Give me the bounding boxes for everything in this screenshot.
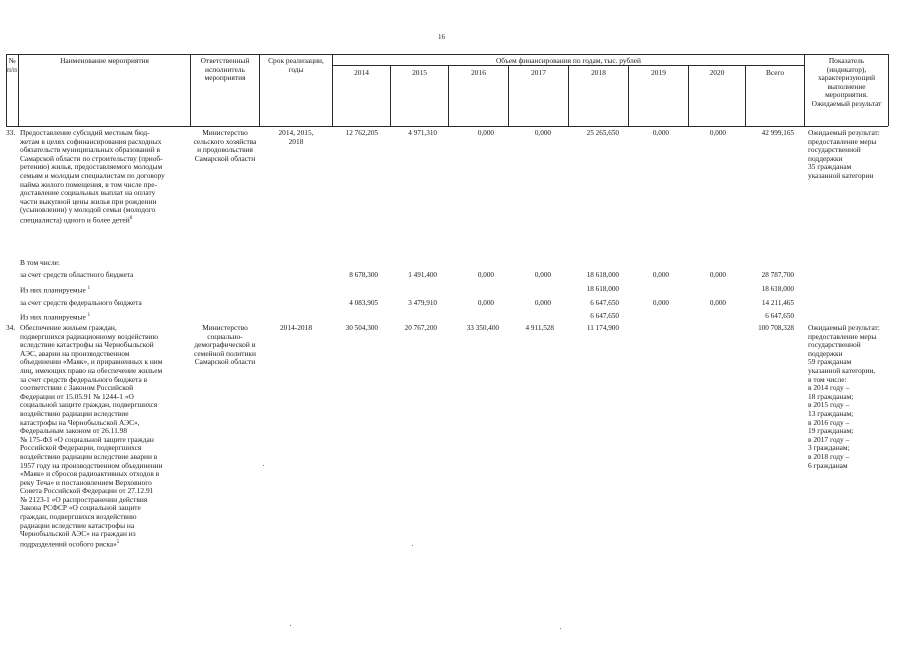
header-year: 2019	[651, 68, 666, 77]
row34-responsible: Министерство социально- демографической и семейной политики Самарской области	[194, 323, 256, 367]
subrow-label: за счет средств областного бюджета	[20, 270, 134, 279]
header-year: 2020	[709, 68, 725, 77]
row33-number: 33.	[6, 128, 16, 137]
subrow-value: 6 647,650	[590, 312, 619, 320]
footnote-mark: 5	[116, 539, 120, 545]
subrow-label: Из них планируемые $^1$	[20, 312, 91, 322]
header-financing: Объем финансирования по годам, тыс. рублей	[495, 56, 642, 65]
subrow-value: 0,000	[709, 271, 726, 279]
footnote-mark: 1	[87, 313, 91, 318]
subrow-value: 0,000	[477, 299, 494, 307]
header-indicator: Показатель (индикатор), характеризующий выполнение мероприятия. Ожидаемый результат	[811, 56, 882, 108]
row33-value-2014: 12 762,205	[345, 129, 378, 137]
row33-responsible: Министерство сельского хозяйства и продовольствия Самарской области	[193, 128, 257, 163]
row34-value-2017: 4 911,528	[525, 324, 554, 332]
row33-value-2016: 0,000	[477, 129, 494, 137]
header-num: № п/п	[7, 56, 17, 74]
subrow-value: 0,000	[709, 299, 726, 307]
row33-value-2018: 25 265,650	[586, 129, 619, 137]
page-number: 16	[438, 33, 445, 41]
row34-term: 2014-2018	[279, 323, 313, 332]
header-total: Всего	[765, 68, 785, 77]
row34-name: Обеспечение жильем граждан, подвергшихся радиационному воздействию вследствие катастрофы на Чернобыльской АЭС, аварии на производственном объединении «Маяк», и приравненных к ним лиц, имеющих право на обеспечение жильем за счет средств федерального бюджета в соответствии с Законом Российской Федерации от 15.05.91 № 1244-1 «О социальной защите граждан, подвергшихся воздействию радиации вследствие катастрофы на Чернобыльской АЭС», Федеральным законом от 26.11.98 № 175-ФЗ «О социальной защите граждан Российской Федерации, подвергшихся воздействию радиации вследствие аварии в 1957 году на производственном объединении «Маяк» и сбросов радиоактивных отходов в реку Теча» и постановлением Верховного Совета Российской Федерации от 27.12.91 № 2123-1 «О распространении действия Закона РСФСР «О социальной защите граждан, подвергшихся воздействию радиации вследствие катастрофы на Чернобыльской АЭС» на граждан из подразделений особого риска»$^5$	[20, 323, 163, 549]
header-year: 2018	[591, 68, 606, 77]
subrow-value: 3 479,910	[408, 299, 437, 307]
subrow-value: 0,000	[652, 271, 669, 279]
subrow-label: за счет средств федерального бюджета	[20, 298, 142, 307]
row34-value-2014: 30 504,300	[345, 324, 378, 332]
row34-value-2018: 11 174,900	[586, 324, 619, 332]
subrow-value: 8 678,300	[349, 271, 378, 279]
row34-value-2016: 33 350,400	[466, 324, 499, 332]
header-year: 2017	[531, 68, 546, 77]
subrow-value: 0,000	[652, 299, 669, 307]
header-year: 2016	[471, 68, 486, 77]
header-name: Наименование мероприятия	[60, 56, 149, 65]
row33-value-2017: 0,000	[534, 129, 551, 137]
row34-value-2015: 20 767,200	[404, 324, 437, 332]
subrow-value: 18 618,000	[586, 271, 619, 279]
scan-speck	[290, 625, 291, 626]
row34-indicator: Ожидаемый результат: предоставление меры государственной поддержки 59 гражданам указанной категории, в том числе: в 2014 году – 18 гражданам; в 2015 году – 13 гражданам; в 2016 году – 19 гражданам; в 2017 году – 3 гражданам; в 2018 году – 6 гражданам	[808, 323, 880, 470]
row33-value-2019: 0,000	[652, 129, 669, 137]
subrow-value: 4 083,905	[349, 299, 378, 307]
subrow-value: 0,000	[477, 271, 494, 279]
subrow-value: 18 618,000	[761, 285, 794, 293]
row34-value-total: 100 708,328	[758, 324, 794, 332]
subrow-value: 18 618,000	[586, 285, 619, 293]
footnote-mark: 1	[87, 286, 91, 291]
subrow-value: 28 787,700	[761, 271, 794, 279]
scan-speck	[412, 545, 413, 546]
subrow-value: 6 647,650	[590, 299, 619, 307]
subrow-value: 14 211,465	[761, 299, 794, 307]
header-term: Срок реализации, годы	[268, 56, 324, 74]
subrow-value: 6 647,650	[765, 312, 794, 320]
subrow-value: 0,000	[534, 299, 551, 307]
row33-value-total: 42 999,165	[761, 129, 794, 137]
row34-number: 34.	[6, 323, 16, 332]
subrow-value: 1 491,400	[408, 271, 437, 279]
header-year: 2015	[412, 68, 427, 77]
header-responsible: Ответственный исполнитель мероприятия	[200, 56, 250, 83]
scan-speck	[560, 628, 561, 629]
subrow-label: Из них планируемые $^1$	[20, 285, 91, 295]
row33-value-2020: 0,000	[709, 129, 726, 137]
footnote-mark: 8	[129, 215, 133, 221]
row33-name: Предоставление субсидий местным бюд- жетам в целях софинансирования расходных обязательств муниципальных образований в Самарской области по строительству (приоб- ретению) жилья, предоставляемого молодым семьям и молодым специалистам по договору найма жилого помещения, в том числе пре- доставление социальных выплат на оплату части выкупной цены жилья при рождении (усыновлении) у молодой семьи (молодого специалиста) одного и более детей$^8$	[20, 128, 165, 225]
subrow-label: В том числе:	[20, 258, 60, 267]
header-year: 2014	[354, 68, 369, 77]
row33-indicator: Ожидаемый результат: предоставление меры государственной поддержки 35 гражданам указанной категории	[808, 128, 880, 180]
subrow-value: 0,000	[534, 271, 551, 279]
row33-term: 2014, 2015, 2018	[278, 128, 314, 146]
row33-value-2015: 4 971,310	[408, 129, 437, 137]
scan-speck	[263, 465, 264, 466]
